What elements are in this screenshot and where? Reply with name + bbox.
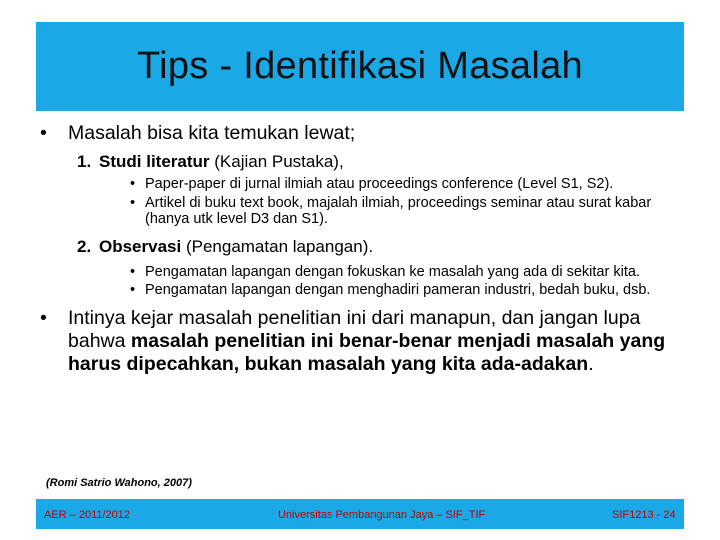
slide-content (40, 122, 680, 376)
slide-title: Tips - Identifikasi Masalah (137, 45, 583, 87)
bullet-2-text (68, 307, 680, 376)
numbered-item-2 (77, 237, 680, 257)
citation: (Romi Satrio Wahono, 2007) (46, 477, 192, 489)
sub-bullet-text: Pengamatan lapangan dengan menghadiri pameran industri, bedah buku, dsb. (145, 282, 651, 298)
bullet-2-part: Intinya kejar masalah penelitian ini dari manapun, dan jangan lupa bahwa (68, 306, 641, 352)
item-2-rest: (Pengamatan lapangan). (181, 236, 374, 256)
sub-bullet-text: Pengamatan lapangan dengan fokuskan ke masalah yang ada di sekitar kita. (145, 263, 640, 280)
bullet-1-text: Masalah bisa kita temukan lewat; (68, 122, 356, 144)
numbered-item-1 (77, 152, 680, 172)
bullet-dot: • (130, 176, 136, 192)
footer-right: SIF1213 - 24 (612, 509, 676, 521)
item-2-bold: Observasi (99, 236, 182, 256)
sub-bullet (130, 264, 680, 281)
item-1-text (99, 152, 344, 172)
footer-center: Universitas Pembangunan Jaya – SIF_TIF (278, 509, 486, 521)
bullet-2 (40, 307, 680, 376)
item-1-rest: (Kajian Pustaka), (209, 152, 344, 171)
bullet-dot: • (40, 122, 47, 144)
sub-bullet-text: Paper-paper di jurnal ilmiah atau proceedings conference (Level S1, S2). (145, 176, 614, 192)
sub-bullet (130, 176, 680, 193)
bullet-2-end: . (588, 352, 594, 375)
sub-bullet (130, 282, 680, 299)
sub-bullet (130, 195, 680, 228)
bullet-dot: • (130, 194, 136, 211)
bullet-dot: • (40, 306, 47, 329)
sub-bullet-text: Artikel di buku text book, majalah ilmiah, proceedings seminar atau surat kabar (hanya utk level D3 dan S1). (145, 194, 652, 227)
item-number: 1. (77, 152, 92, 171)
bullet-2-bold: masalah penelitian ini benar-benar menjadi masalah yang harus dipecahkan, bukan masalah yang kita ada-adakan (68, 329, 666, 375)
item-number: 2. (77, 236, 92, 256)
bullet-dot: • (130, 263, 136, 280)
item-2-text (99, 237, 373, 257)
footer-left: AER – 2011/2012 (44, 509, 131, 521)
bullet-dot: • (130, 282, 136, 298)
item-1-bold: Studi literatur (99, 152, 210, 171)
bullet-1 (40, 122, 680, 145)
title-bar (36, 22, 684, 111)
